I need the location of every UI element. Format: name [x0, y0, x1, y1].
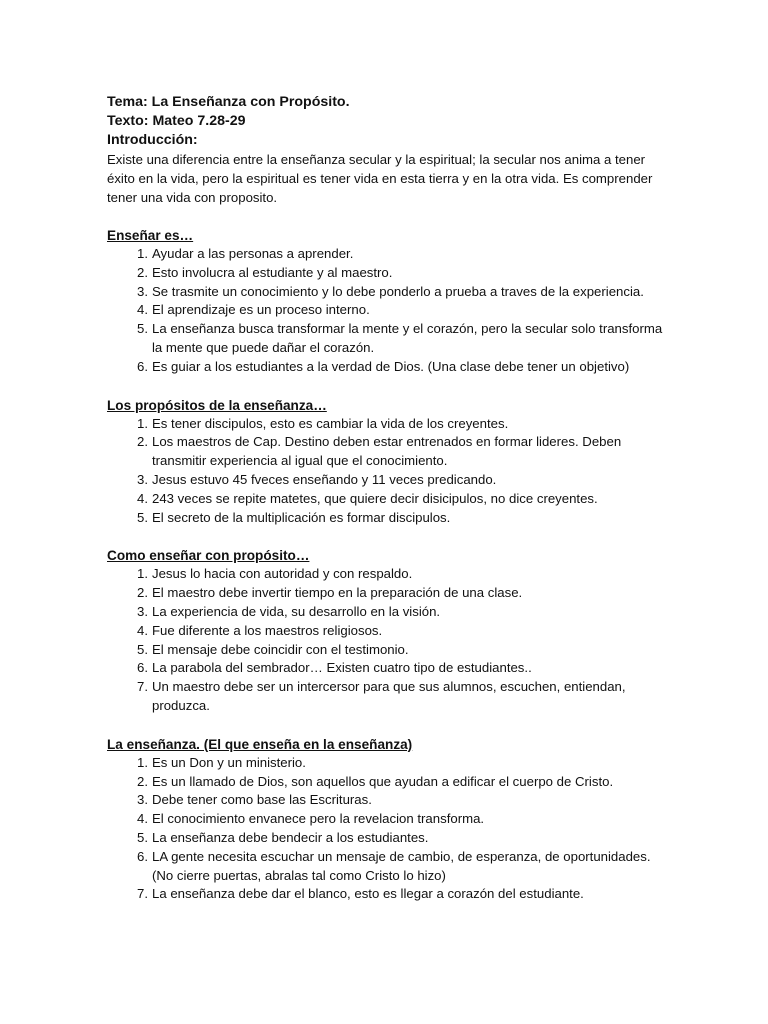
list-item: [137, 622, 668, 641]
list-item-number: 7.: [137, 679, 148, 695]
list-item-number: 6.: [137, 848, 148, 864]
section: [107, 226, 668, 377]
list-item-number: 4.: [137, 490, 148, 506]
list-item-text: Es un Don y un ministerio.: [152, 754, 306, 770]
list-item-text: Es un llamado de Dios, son aquellos que ayudan a edificar el cuerpo de Cristo.: [152, 773, 614, 789]
list-item: [137, 603, 668, 622]
list-item-number: 3.: [137, 283, 148, 299]
list-item-text: El conocimiento envanece pero la revelacion transforma.: [152, 811, 485, 827]
intro-paragraph: Existe una diferencia entre la enseñanza secular y la espiritual; la secular nos anima a tener éxito en la vida, pero la espiritual es tener vida en esta tierra y en la otra vida. Es comprender tener una vida con proposito.: [107, 152, 653, 205]
numbered-list: [107, 245, 668, 377]
list-item-text: El maestro debe invertir tiempo en la preparación de una clase.: [152, 585, 523, 601]
list-item-number: 1.: [137, 754, 148, 770]
texto-line: Texto: Mateo 7.28-29: [107, 113, 246, 129]
introduccion-heading: Introducción:: [107, 132, 198, 148]
list-item-text: El mensaje debe coincidir con el testimonio.: [152, 641, 409, 657]
list-item: [137, 245, 668, 264]
list-item: [137, 754, 668, 773]
list-item: [137, 320, 668, 358]
document-header: [107, 93, 668, 207]
list-item: [137, 264, 668, 283]
list-item: [137, 283, 668, 302]
list-item-text: 243 veces se repite matetes, que quiere decir disicipulos, no dice creyentes.: [152, 490, 598, 506]
list-item-text: El secreto de la multiplicación es formar discipulos.: [152, 509, 451, 525]
list-item: [137, 885, 668, 904]
list-item-text: La experiencia de vida, su desarrollo en la visión.: [152, 603, 441, 619]
section-heading: Como enseñar con propósito…: [107, 548, 310, 564]
list-item-text: La enseñanza debe bendecir a los estudiantes.: [152, 829, 429, 845]
section-heading: Los propósitos de la enseñanza…: [107, 397, 327, 413]
list-item: [137, 641, 668, 660]
list-item-number: 1.: [137, 415, 148, 431]
section-heading: La enseñanza. (El que enseña en la enseñanza): [107, 736, 413, 752]
list-item-text: Fue diferente a los maestros religiosos.: [152, 622, 383, 638]
list-item-text: Esto involucra al estudiante y al maestro.: [152, 264, 393, 280]
list-item-number: 4.: [137, 302, 148, 318]
list-item-number: 5.: [137, 509, 148, 525]
list-item: [137, 301, 668, 320]
list-item-number: 2.: [137, 264, 148, 280]
list-item: [137, 791, 668, 810]
list-item: [137, 415, 668, 434]
list-item-text: Es guiar a los estudiantes a la verdad de Dios. (Una clase debe tener un objetivo): [152, 358, 630, 374]
list-item-number: 5.: [137, 829, 148, 845]
section: [107, 735, 668, 904]
list-item-number: 6.: [137, 358, 148, 374]
list-item-number: 5.: [137, 641, 148, 657]
list-item-text: Se trasmite un conocimiento y lo debe ponderlo a prueba a traves de la experiencia.: [152, 283, 644, 299]
list-item-text: Un maestro debe ser un intercersor para que sus alumnos, escuchen, entiendan, produzca.: [152, 679, 626, 713]
list-item-number: 2.: [137, 773, 148, 789]
list-item: [137, 848, 668, 886]
list-item-number: 3.: [137, 603, 148, 619]
list-item: [137, 565, 668, 584]
list-item-text: Jesus estuvo 45 fveces enseñando y 11 veces predicando.: [152, 471, 497, 487]
sections-container: [107, 226, 668, 904]
list-item: [137, 773, 668, 792]
list-item: [137, 584, 668, 603]
list-item: [137, 471, 668, 490]
list-item-text: Ayudar a las personas a aprender.: [152, 246, 354, 261]
list-item-number: 7.: [137, 886, 148, 902]
list-item-number: 3.: [137, 792, 148, 808]
list-item-number: 1.: [137, 246, 148, 261]
list-item-text: Es tener discipulos, esto es cambiar la vida de los creyentes.: [152, 415, 509, 431]
list-item-number: 2.: [137, 434, 148, 450]
list-item-text: Los maestros de Cap. Destino deben estar entrenados en formar lideres. Deben transmitir experiencia al igual que el conocimiento.: [152, 434, 622, 469]
list-item-number: 1.: [137, 566, 148, 582]
list-item: [137, 659, 668, 678]
list-item: [137, 433, 668, 471]
list-item-number: 3.: [137, 471, 148, 487]
list-item: [137, 358, 668, 377]
list-item: [137, 490, 668, 509]
list-item-text: La enseñanza busca transformar la mente y el corazón, pero la secular solo transforma la mente que puede dañar el corazón.: [152, 321, 663, 355]
list-item-text: La parabola del sembrador… Existen cuatro tipo de estudiantes..: [152, 660, 532, 676]
list-item-number: 2.: [137, 585, 148, 601]
section: [107, 396, 668, 528]
list-item-text: Jesus lo hacia con autoridad y con respaldo.: [152, 566, 413, 582]
numbered-list: [107, 565, 668, 715]
list-item: [137, 829, 668, 848]
section: [107, 546, 668, 715]
list-item-number: 4.: [137, 622, 148, 638]
tema-line: Tema: La Enseñanza con Propósito.: [107, 94, 350, 110]
list-item: [137, 810, 668, 829]
list-item-number: 6.: [137, 660, 148, 676]
list-item-number: 5.: [137, 321, 148, 337]
list-item-number: 4.: [137, 811, 148, 827]
list-item-text: La enseñanza debe dar el blanco, esto es llegar a corazón del estudiante.: [152, 886, 584, 902]
numbered-list: [107, 415, 668, 528]
list-item-text: El aprendizaje es un proceso interno.: [152, 302, 370, 318]
list-item: [137, 678, 668, 716]
list-item-text: LA gente necesita escuchar un mensaje de cambio, de esperanza, de oportunidades. (No cierre puertas, abralas tal como Cristo lo hizo): [152, 848, 651, 883]
section-heading: Enseñar es…: [107, 228, 194, 243]
list-item-text: Debe tener como base las Escrituras.: [152, 792, 372, 808]
numbered-list: [107, 754, 668, 904]
list-item: [137, 509, 668, 528]
